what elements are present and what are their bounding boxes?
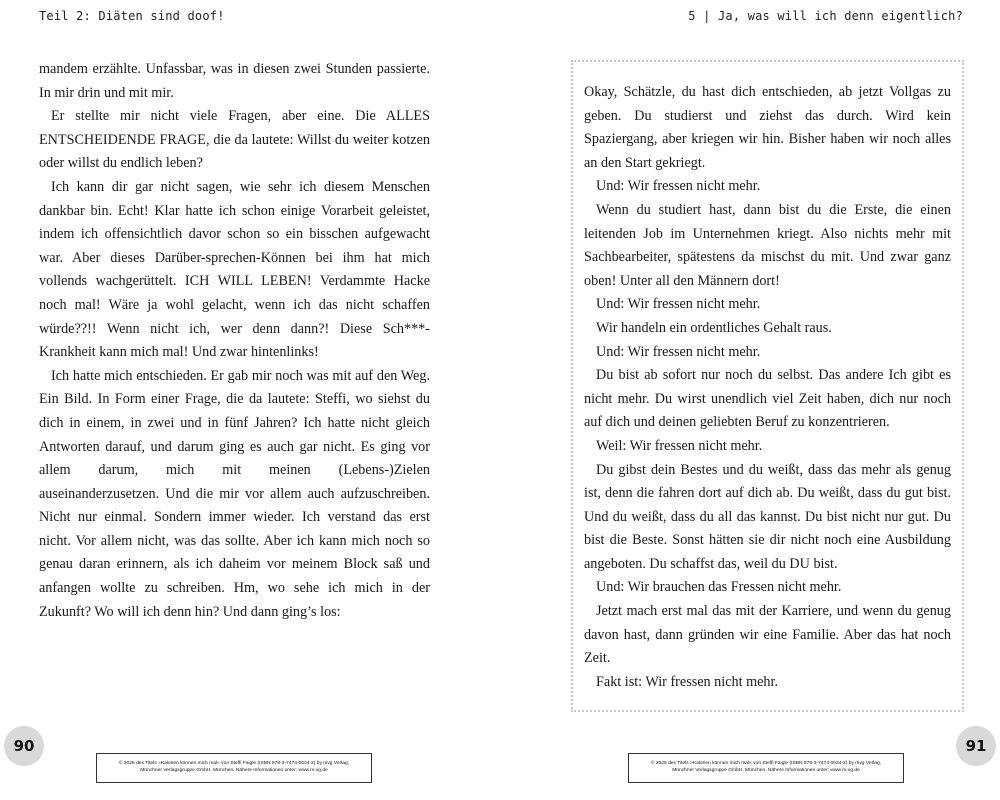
paragraph: Du bist ab sofort nur noch du selbst. Das andere Ich gibt es nicht mehr. Du wirst unendlich viel Zeit haben, dich nur noch auf dich und deinen geliebten Beruf zu konzentrieren.: [584, 367, 951, 431]
paragraph: Er stellte mir nicht viele Fragen, aber eine. Die ALLES ENTSCHEIDENDE FRAGE, die da lautete: Willst du weiter kotzen oder willst du endlich leben?: [39, 108, 430, 172]
paragraph: Jetzt mach erst mal das mit der Karriere, und wenn du genug davon hast, dann gründen wir eine Familie. Aber das hat noch Zeit.: [584, 603, 951, 667]
paragraph: Du gibst dein Bestes und du weißt, dass das mehr als genug ist, denn die fahren dort auf dich ab. Du weißt, dass du gut bist. Und du weißt, dass du all das kannst. Du bist nicht nur gut. Du bist die Beste. Sonst hätten sie dir nicht noch eine Ausbildung angeboten. Du schaffst das, weil du DU bist.: [584, 461, 951, 572]
paragraph: Wenn du studiert hast, dann bist du die Erste, die einen leitenden Job im Unternehmen kriegt. Also nichts mehr mit Sachbearbeiter, spätestens da mischst du mit. Und zwar ganz oben! Unter all den Männern dort!: [584, 201, 951, 289]
copyright-line: Münchner Verlagsgruppe GmbH, München. Nähere Informationen unter: www.m-vg.de: [672, 768, 860, 773]
copyright-notice-left: [96, 753, 372, 783]
page-number-left: 90: [4, 726, 44, 766]
paragraph: Fakt ist: Wir fressen nicht mehr.: [596, 673, 778, 690]
running-head-right: 5 | Ja, was will ich denn eigentlich?: [688, 9, 963, 23]
paragraph: Und: Wir fressen nicht mehr.: [596, 178, 761, 195]
paragraph: Weil: Wir fressen nicht mehr.: [596, 437, 763, 454]
right-page-body: [584, 81, 951, 694]
page-number-right: 91: [956, 726, 996, 766]
left-page-body: [39, 58, 430, 624]
running-head-left: Teil 2: Diäten sind doof!: [39, 9, 225, 23]
copyright-line: © 2025 des Titels »Kalorien können mich mal« von Steffi Faigle (ISBN 978-3-7474-0634-2) by mvg Verlag,: [650, 761, 882, 766]
paragraph: Und: Wir fressen nicht mehr.: [596, 296, 761, 313]
copyright-line: Münchner Verlagsgruppe GmbH, München. Nähere Informationen unter: www.m-vg.de: [140, 768, 328, 773]
copyright-line: © 2025 des Titels »Kalorien können mich mal« von Steffi Faigle (ISBN 978-3-7474-0634-2) by mvg Verlag,: [118, 761, 350, 766]
paragraph: Und: Wir brauchen das Fressen nicht mehr.: [596, 579, 842, 596]
paragraph: mandem erzählte. Unfassbar, was in diesen zwei Stunden passierte. In mir drin und mit mir.: [39, 61, 430, 101]
copyright-notice-right: [628, 753, 904, 783]
paragraph: Ich kann dir gar nicht sagen, wie sehr ich diesem Menschen dankbar bin. Echt! Klar hatte ich schon einige Vorarbeit geleistet, indem ich offensichtlich davor schon so ein bisschen aufgewacht war. Aber dieses Darüber-sprechen-Können bei ihm hat mich vollends wachgerüttelt. ICH WILL LEBEN! Verdammte Hacke noch mal! Wäre ja wohl gelacht, wenn ich das nicht schaffen würde??!! Wenn nicht ich, wer denn dann?! Diese Sch***-Krankheit kann mich mal! Und zwar hintenlinks!: [39, 178, 430, 361]
paragraph: Ich hatte mich entschieden. Er gab mir noch was mit auf den Weg. Ein Bild. In Form einer Frage, die da lautete: Steffi, wo siehst du dich in einem, in zwei und in fünf Jahren? Ich hatte nicht gleich Antworten darauf, und darum ging es auch gar nicht. Es ging vor allem darum, mich mit meinen (Lebens-)Zielen auseinanderzusetzen. Und die mir vor allem auch aufzuschreiben. Nicht nur einmal. Sondern immer wieder. Ich verstand das erst nicht. Vor allem nicht, was das sollte. Aber ich kann mich noch so genau daran erinnern, als ich daheim vor meinem Block saß und anfangen wollte zu schreiben. Hm, wo sehe ich mich in der Zukunft? Wo will ich denn hin? Und dann ging’s los:: [39, 367, 430, 620]
paragraph: Und: Wir fressen nicht mehr.: [596, 343, 761, 360]
paragraph: Wir handeln ein ordentliches Gehalt raus.: [596, 319, 832, 336]
paragraph: Okay, Schätzle, du hast dich entschieden, ab jetzt Vollgas zu geben. Du studierst und ziehst das durch. Wird kein Spaziergang, aber kriegen wir hin. Bisher haben wir noch alles an den Start gekriegt.: [584, 84, 951, 171]
right-page: [500, 0, 1000, 800]
